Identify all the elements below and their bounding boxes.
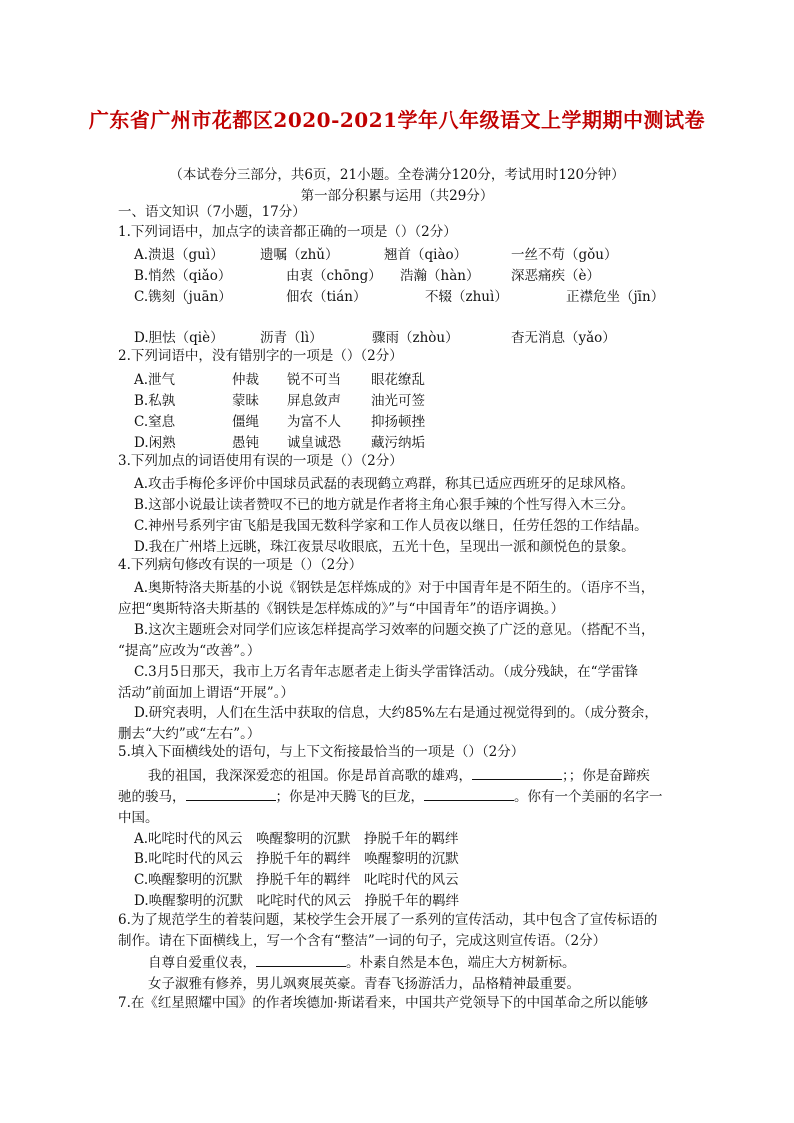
q2-option-b-1: B.私孰 [134,393,176,409]
q1-option-c-3: 不辍（zhuì） [425,289,508,305]
q2-option-c-2: 僵绳 [232,414,259,430]
q5-blank-3 [424,786,514,801]
q2-option-b-3: 屏息敛声 [287,393,341,409]
q3-option-b: B.这部小说最让读者赞叹不已的地方就是作者将主角心狠手辣的个性写得入木三分。 [134,497,635,513]
question-6-stem-line1: 6.为了规范学生的着装问题，某校学生会开展了一系列的宣传活动，其中包含了宣传标语的 [118,912,658,928]
q5-option-b: B.叱咤时代的风云 挣脱千年的羁绊 唤醒黎明的沉默 [134,851,459,867]
exam-title: 广东省广州市花都区2020-2021学年八年级语文上学期期中测试卷 [88,108,706,132]
q5-blank-1 [472,765,562,780]
q4-option-c-line1: C.3月5日那天，我市上万名青年志愿者走上街头学雷锋活动。（成分残缺，在“学雷锋 [134,664,638,680]
q5-passage-text-1: 我的祖国，我深深爱恋的祖国。你是昂首高歌的雄鸡， [148,768,472,784]
q2-option-d-4: 藏污纳垢 [371,435,425,451]
q6-slogan-line2: 女子淑雅有修养，男儿飒爽展英豪。青春飞扬游活力，品格精神最重要。 [148,976,580,992]
question-4-stem: 4.下列病句修改有误的一项是（）（2分） [118,557,363,573]
q1-option-d-3: 骤雨（zhòu） [372,330,459,346]
q1-option-d-4: 杳无消息（yǎo） [511,330,616,346]
q6-blank [256,952,346,967]
q5-option-c: C.唤醒黎明的沉默 挣脱千年的羁绊 叱咤时代的风云 [134,872,459,888]
q4-option-d-line1: D.研究表明，人们在生活中获取的信息，大约85%左右是通过视觉得到的。（成分赘余， [134,705,658,721]
q6-slogan-text-2: 。朴素自然是本色，端庄大方树新标。 [346,955,576,971]
q5-passage-text-2: ；；你是奋蹄疾 [562,768,650,784]
q2-option-c-4: 抑扬顿挫 [371,414,425,430]
question-7-stem: 7.在《红星照耀中国》的作者埃德加·斯诺看来，中国共产党领导下的中国革命之所以能够 [118,995,649,1011]
q5-passage-line3: 中国。 [118,810,159,826]
q2-option-b-4: 油光可签 [371,393,425,409]
q4-option-a-line2: 应把“奥斯特洛夫斯基的《钢铁是怎样炼成的》”与“中国青年”的语序调换。） [118,601,565,617]
q1-option-b-3: 浩瀚（hàn） [400,268,480,284]
part-heading: 第一部分积累与运用（共29分） [300,188,494,204]
q5-option-a: A.叱咤时代的风云 唤醒黎明的沉默 挣脱千年的羁绊 [134,831,459,847]
q4-option-d-line2: 删去“大约”或“左右”。） [118,726,261,742]
q2-option-d-3: 诚皇诚恐 [287,435,341,451]
q5-passage-text-3: 驰的骏马， [118,789,186,805]
q2-option-d-2: 愚钝 [232,435,259,451]
q4-option-a-line1: A.奥斯特洛夫斯基的小说《钢铁是怎样炼成的》对于中国青年是不陌生的。（语序不当， [134,580,655,596]
q1-option-c-2: 佃农（tián） [286,289,367,305]
q1-option-b-1: B.悄然（qiǎo） [134,268,232,284]
q3-option-d: D.我在广州塔上远眺，珠江夜景尽收眼底，五光十色，呈现出一派和颜悦色的景象。 [134,539,635,555]
question-2-stem: 2.下列词语中，没有错别字的一项是（）（2分） [118,348,403,364]
q1-option-c-1: C.镌刻（juān） [134,289,232,305]
q4-option-b-line1: B.这次主题班会对同学们应该怎样提高学习效率的问题交换了广泛的意见。（搭配不当， [134,622,655,638]
q6-slogan-text-1: 自尊自爱重仪表， [148,955,256,971]
q2-option-a-3: 锐不可当 [287,372,341,388]
q2-option-a-1: A.泄气 [134,372,176,388]
question-5-stem: 5.填入下面横线处的语句，与上下文衔接最恰当的一项是（）（2分） [118,744,525,760]
q4-option-b-line2: “提高”应改为“改善”。） [118,643,261,659]
q1-option-b-4: 深恶痛疾（è） [511,268,600,284]
q6-slogan-line1 [148,951,576,971]
q5-option-d: D.唤醒黎明的沉默 叱咤时代的风云 挣脱千年的羁绊 [134,893,460,909]
q1-option-b-2: 由衷（chōng） [286,268,382,284]
q2-option-c-3: 为富不人 [287,414,341,430]
exam-intro: （本试卷分三部分，共6页，21小题。全卷满分120分，考试用时120分钟） [169,167,625,183]
q4-option-c-line2: 活动”前面加上谓语“开展”。） [118,685,294,701]
q1-option-a-3: 翘首（qiào） [384,247,468,263]
q2-option-d-1: D.闲熟 [134,435,176,451]
q1-option-a-1: A.溃退（guì） [134,247,224,263]
q2-option-a-2: 仲裁 [232,372,259,388]
q2-option-c-1: C.窒息 [134,414,176,430]
q1-option-a-2: 遗嘱（zhǔ） [260,247,339,263]
q1-option-c-4: 正襟危坐（jīn） [566,289,665,305]
q1-option-d-2: 沥青（lì） [260,330,323,346]
q5-passage-text-5: 。你有一个美丽的名字一 [514,789,663,805]
section-heading: 一、语文知识（7小题，17分） [118,204,306,220]
q1-option-d-1: D.胆怯（qiè） [134,330,224,346]
q5-passage-line2 [118,785,663,805]
question-1-stem: 1.下列词语中，加点字的读音都正确的一项是（）（2分） [118,224,457,240]
q3-option-a: A.攻击手梅伦多评价中国球员武磊的表现鹤立鸡群，称其已适应西班牙的足球风格。 [134,476,635,492]
q5-passage-line1 [148,764,650,784]
q1-option-a-4: 一丝不苟（gǒu） [511,247,618,263]
question-3-stem: 3.下列加点的词语使用有误的一项是（）（2分） [118,453,403,469]
q2-option-b-2: 蒙昧 [232,393,259,409]
q5-passage-text-4: ；你是冲天腾飞的巨龙， [275,789,424,805]
question-6-stem-line2: 制作。请在下面横线上，写一个含有“整洁”一词的句子，完成这则宣传语。（2分） [118,933,607,949]
q2-option-a-4: 眼花缭乱 [371,372,425,388]
q5-blank-2 [186,786,276,801]
q3-option-c: C.神州号系列宇宙飞船是我国无数科学家和工作人员夜以继日，任劳任怨的工作结晶。 [134,518,648,534]
